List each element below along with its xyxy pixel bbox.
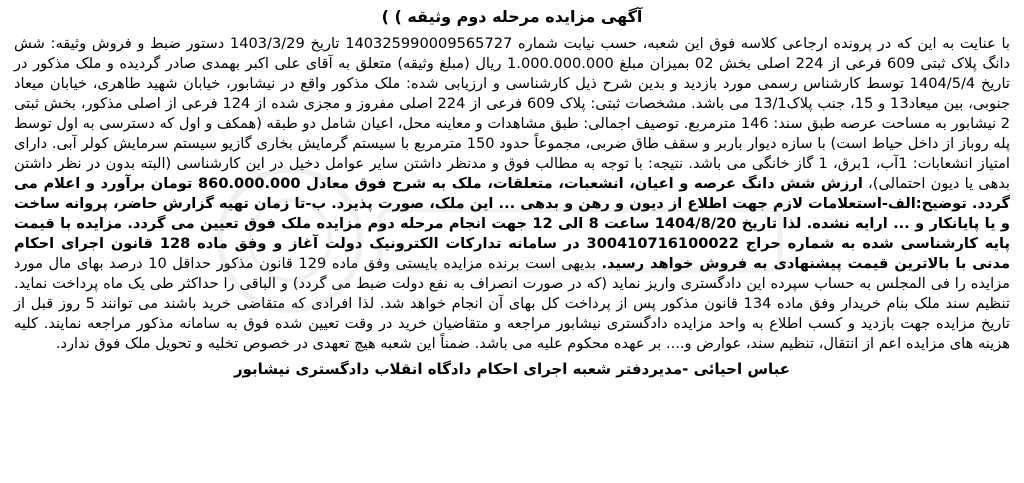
- notice-body-part-1: با عنایت به این که در پرونده ارجاعی کلاسه فوق این شعبه، حسب نیابت شماره 140325990009565727 تاریخ 1403/3/29 دستور ضبط و فروش وثیقه: شش دانگ پلاک ثبتی 609 فرعی از 224 اصلی بخش 02 بمیزان مبلغ 1.000.000.000 ریال (مبلغ وثیقه) متعلق به آقای علی اکبر بهمدی صادر گردیده و ملک مذکور در تاریخ 1404/5/4 توسط کارشناس رسمی مورد بازدید و بدین شرح ذیل کارشناسی و ارزیابی شده: ملک مذکور واقع در نیشابور، خیابان شهید طاهری، خیابان میعاد جنوبی، بین میعاد13 و 15، جنب پلاک13/1 می باشد. مشخصات ثبتی: پلاک 609 فرعی از 224 اصلی مفروز و مجزی شده از 124 فرعی از اصلی مذکور، بخش ثبتی 2 نیشابور به مساحت عرصه طبق سند: 146 مترمربع. توصیف اجمالی: طبق مشاهدات و معاینه محل، اعیان شامل دو طبقه (همکف و اول که دسترسی به اول توسط پله روباز از داخل حیاط است) با سازه دیوار باربر و سقف طاق ضربی، مجموعاً حدود 150 مترمربع با سیستم گرمایش بخاری گازیو سیستم سرمایش کولر آبی. دارای امتیاز انشعابات: 1آب، 1برق، 1 گاز خانگی می باشد. نتیجه: با توجه به مطالب فوق و مدنظر داشتن سایر عوامل دخیل در این کارشناسی (البته بدون در نظر داشتن بدهی یا دیون احتمالی)،: [14, 35, 1011, 192]
- notice-body-part-2: ارزش شش دانگ عرصه و اعیان، انشعبات، متعلقات، ملک به شرح فوق معادل 860.000.000 تومان برآورد و اعلام می گردد. توضیح:الف-استعلامات لازم جهت اطلاع از دیون و رهن و بدهی ... این ملک، صورت پذیرد. ب-تا زمان تهیه گزارش حاضر، پروانه ساخت و یا پایانکار و ... ارایه نشده. لذا تاریخ 1404/8/20 ساعت 8 الی 12 جهت انجام مرحله دوم مزایده ملک فوق تعیین می گردد. مزایده با قیمت پایه کارشناسی شده به شماره حراج 300410716100022 در سامانه تدارکات الکترونیک دولت آغاز و وفق ماده 128 قانون اجرای احکام مدنی با بالاترین قیمت پیشنهادی به فروش خواهد رسید.: [14, 175, 1011, 272]
- notice-body-part-3: بدیهی است برنده مزایده بایستی وفق ماده 129 قانون مذکور حداقل 10 درصد بهای مال مورد مزایده را فی المجلس به حساب سپرده این دادگستری واریز نماید (که در صورت انصراف به نفع دولت ضبط می گردد) و الباقی را حداکثر طی یک ماه پرداخت نماید. تنظیم سند ملک بنام خریدار وفق ماده 134 قانون مذکور پس از پرداخت کل بهای آن انجام خواهد شد. لذا افرادی که متقاضی خرید باشند می توانند 5 روز قبل از تاریخ مزایده جهت بازدید و کسب اطلاع به واحد مزایده دادگستری نیشابور مراجعه و متقاضیان خرید در وقت تعیین شده فوق به سامانه مذکور مراجعه نمایند. کلیه هزینه های مزایده اعم از انتقال، تنظیم سند، عوارض و.... بر عهده محکوم علیه می باشد. ضمناً این شعبه هیچ تعهدی در خصوص تخلیه و تحویل ملک فوق ندارد.: [14, 255, 1010, 352]
- notice-body: [14, 34, 1010, 354]
- notice-title: آگهی مزایده مرحله دوم وثیقه ) ): [381, 7, 643, 26]
- notice-signature: عباس احیائی -مدیردفتر شعبه اجرای احکام دادگاه انقلاب دادگستری نیشابور: [233, 360, 791, 378]
